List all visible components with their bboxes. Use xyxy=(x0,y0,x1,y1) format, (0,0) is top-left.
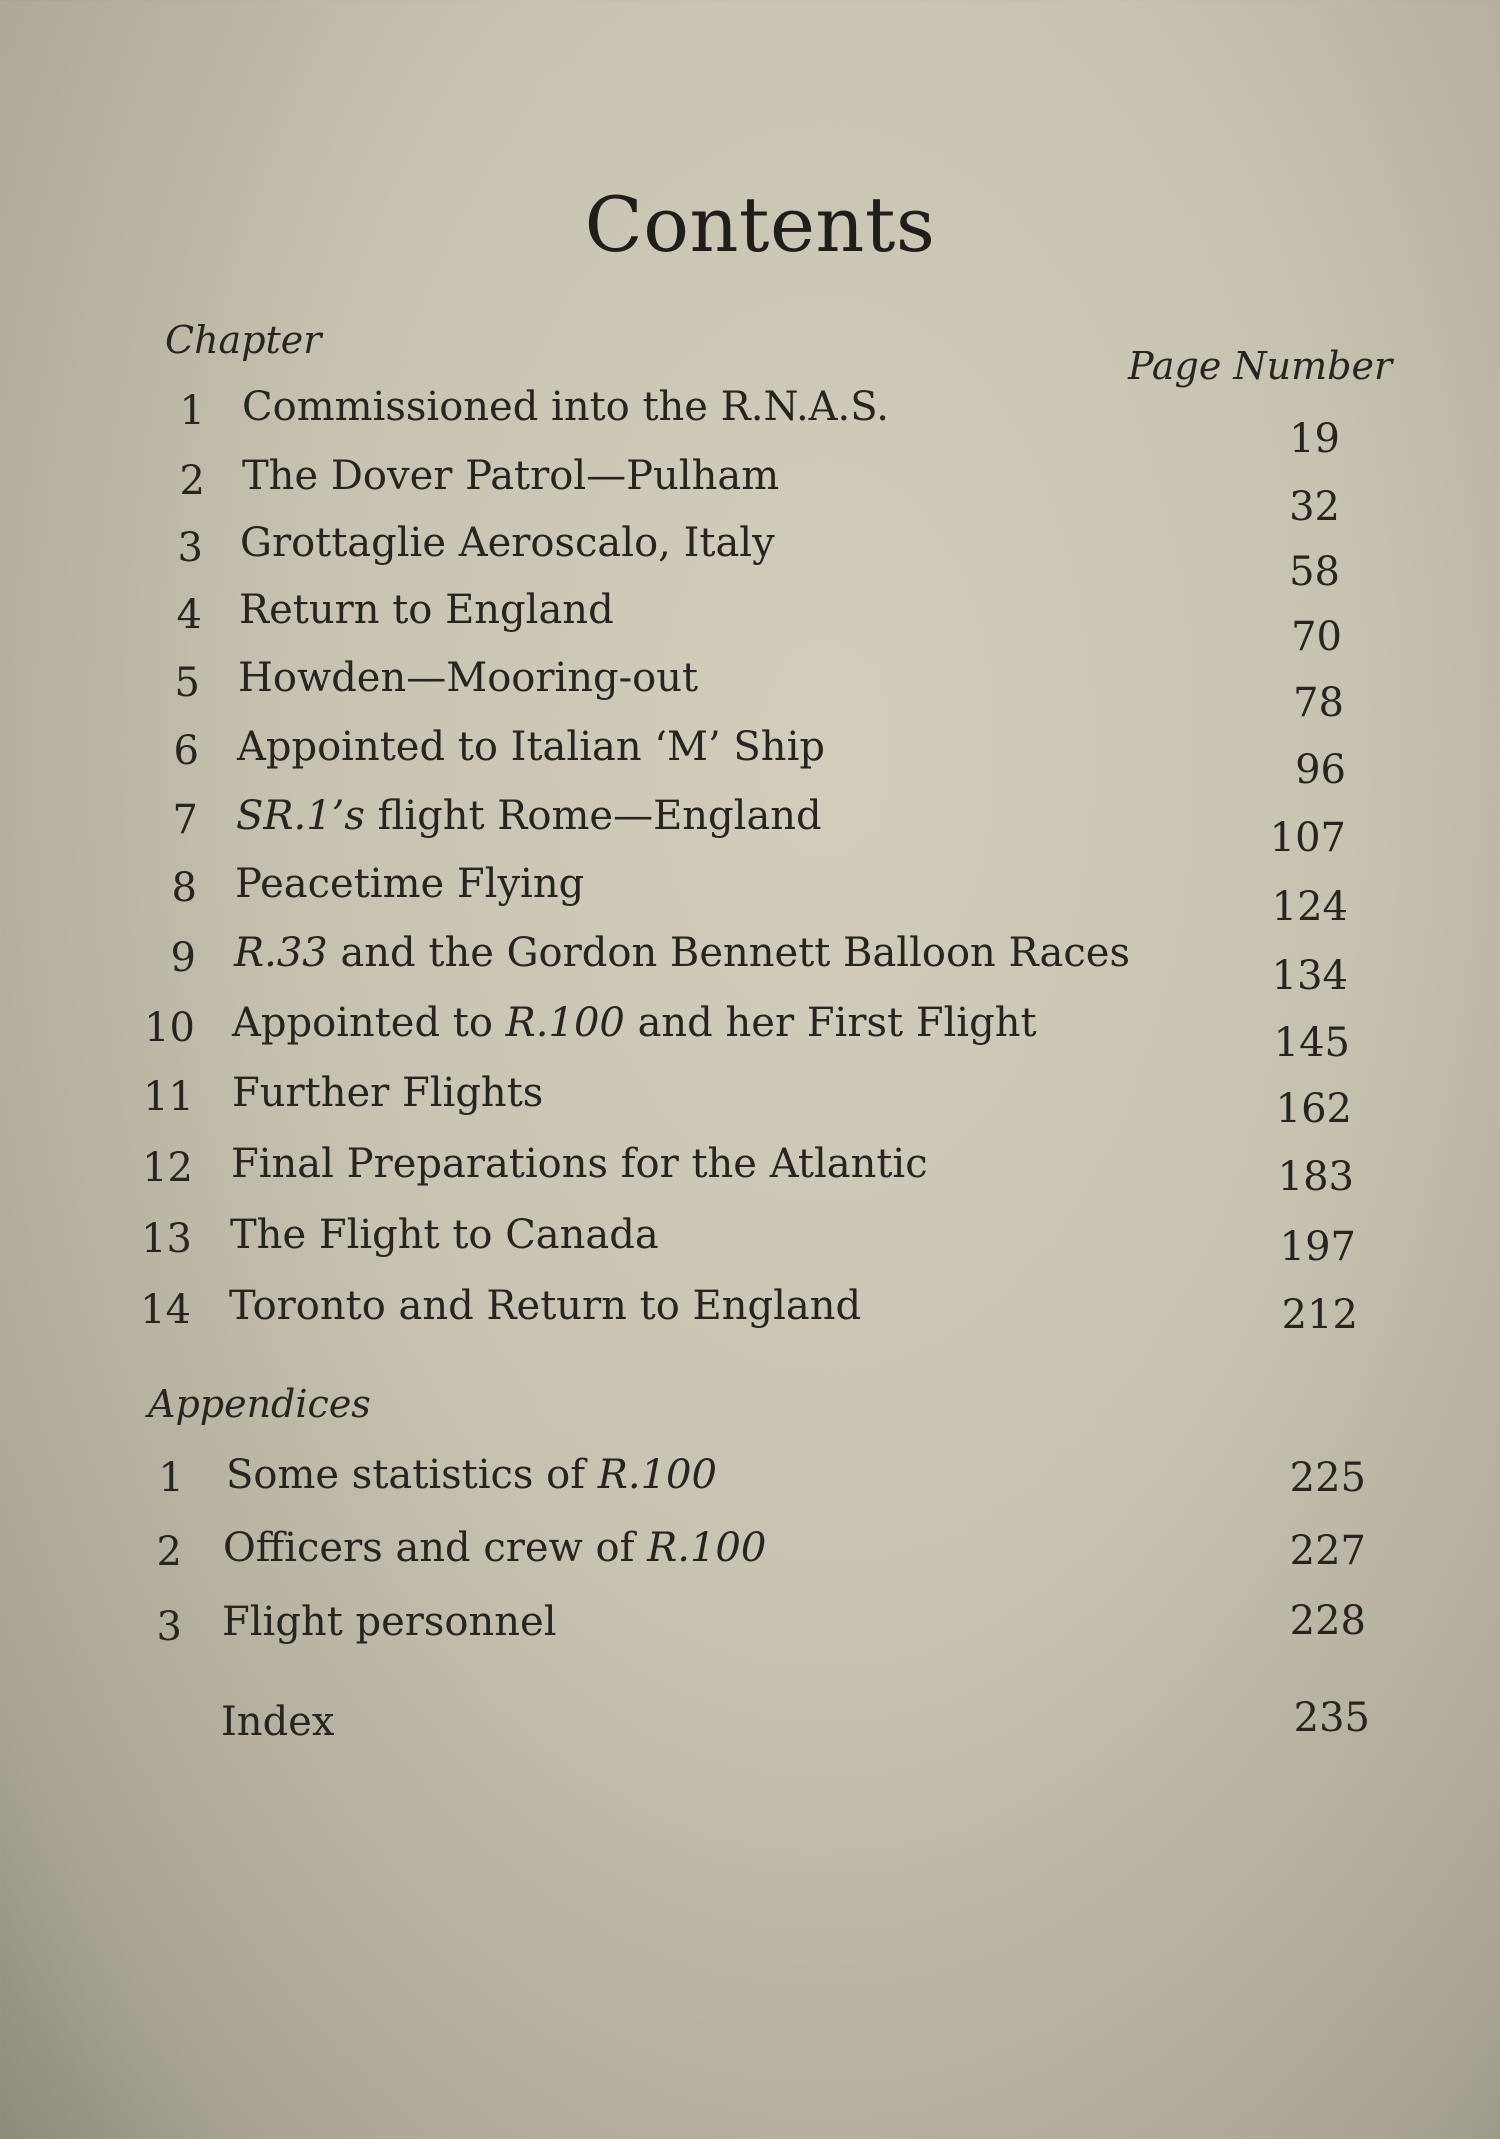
appendix-page: 228 xyxy=(1289,1598,1366,1644)
chapter-page: 212 xyxy=(1281,1292,1358,1338)
chapter-title: Final Preparations for the Atlantic xyxy=(231,1141,928,1187)
appendices-heading: Appendices xyxy=(148,1382,371,1426)
chapter-page: 183 xyxy=(1277,1154,1354,1200)
appendix-title xyxy=(223,1525,766,1571)
chapter-title-italic: SR.1’s xyxy=(236,793,365,839)
chapter-page: 58 xyxy=(1289,549,1340,595)
chapter-number: 14 xyxy=(140,1287,191,1333)
chapter-number: 12 xyxy=(142,1145,193,1191)
chapter-title: The Dover Patrol—Pulham xyxy=(242,453,780,499)
chapter-number: 6 xyxy=(173,728,199,774)
chapter-title: Grottaglie Aeroscalo, Italy xyxy=(240,520,775,566)
chapter-number: 7 xyxy=(172,797,198,843)
chapter-title-rest: flight Rome—England xyxy=(364,793,822,839)
chapter-title-pre: Appointed to xyxy=(232,1000,506,1046)
appendix-page: 227 xyxy=(1289,1528,1366,1574)
appendix-title xyxy=(226,1452,717,1498)
chapter-number: 4 xyxy=(176,592,202,638)
chapter-title-italic: R.100 xyxy=(505,1000,625,1046)
chapter-number: 11 xyxy=(143,1074,194,1120)
chapter-page: 162 xyxy=(1275,1086,1352,1132)
chapter-number: 8 xyxy=(171,865,197,911)
chapter-page: 19 xyxy=(1289,416,1340,462)
chapter-number: 13 xyxy=(141,1216,192,1262)
appendix-page: 225 xyxy=(1289,1455,1366,1501)
appendix-number: 3 xyxy=(156,1604,182,1650)
chapter-title: Return to England xyxy=(239,587,614,633)
page-number-heading: Page Number xyxy=(1128,344,1393,388)
appendix-title-italic: R.100 xyxy=(647,1525,767,1571)
appendix-number: 1 xyxy=(158,1455,184,1501)
chapter-page: 134 xyxy=(1271,953,1348,999)
appendix-title: Flight personnel xyxy=(222,1599,557,1645)
chapter-number: 10 xyxy=(144,1005,195,1051)
chapter-heading: Chapter xyxy=(165,318,322,362)
chapter-page: 124 xyxy=(1271,884,1348,930)
index-page: 235 xyxy=(1293,1695,1370,1741)
chapter-number: 1 xyxy=(179,388,205,434)
chapter-title: Commissioned into the R.N.A.S. xyxy=(242,384,889,430)
chapter-number: 3 xyxy=(177,525,203,571)
chapter-number: 5 xyxy=(174,660,200,706)
appendix-title-italic: R.100 xyxy=(597,1452,717,1498)
chapter-title-rest: and the Gordon Bennett Balloon Races xyxy=(327,930,1130,976)
chapter-title: The Flight to Canada xyxy=(230,1212,659,1258)
appendix-title-pre: Officers and crew of xyxy=(223,1525,648,1571)
chapter-title-rest: and her First Flight xyxy=(624,1000,1037,1046)
chapter-title-italic: R.33 xyxy=(234,930,328,976)
chapter-page: 70 xyxy=(1291,614,1342,660)
chapter-title xyxy=(234,930,1130,976)
appendix-title-pre: Some statistics of xyxy=(226,1452,598,1498)
chapter-page: 96 xyxy=(1295,747,1346,793)
chapter-title: Toronto and Return to England xyxy=(229,1283,862,1329)
chapter-title: Peacetime Flying xyxy=(235,861,585,907)
chapter-title: Further Flights xyxy=(232,1070,544,1116)
chapter-title xyxy=(232,1000,1037,1046)
chapter-page: 145 xyxy=(1273,1020,1350,1066)
chapter-title: Appointed to Italian ‘M’ Ship xyxy=(237,724,825,770)
chapter-page: 197 xyxy=(1279,1224,1356,1270)
chapter-title: Howden—Mooring-out xyxy=(238,655,699,701)
chapter-number: 2 xyxy=(179,458,205,504)
chapter-page: 32 xyxy=(1289,484,1340,530)
chapter-number: 9 xyxy=(170,935,196,981)
page-title: Contents xyxy=(584,180,936,269)
chapter-title xyxy=(236,793,822,839)
appendix-number: 2 xyxy=(156,1529,182,1575)
chapter-page: 107 xyxy=(1269,815,1346,861)
chapter-page: 78 xyxy=(1293,680,1344,726)
index-title: Index xyxy=(221,1699,335,1745)
